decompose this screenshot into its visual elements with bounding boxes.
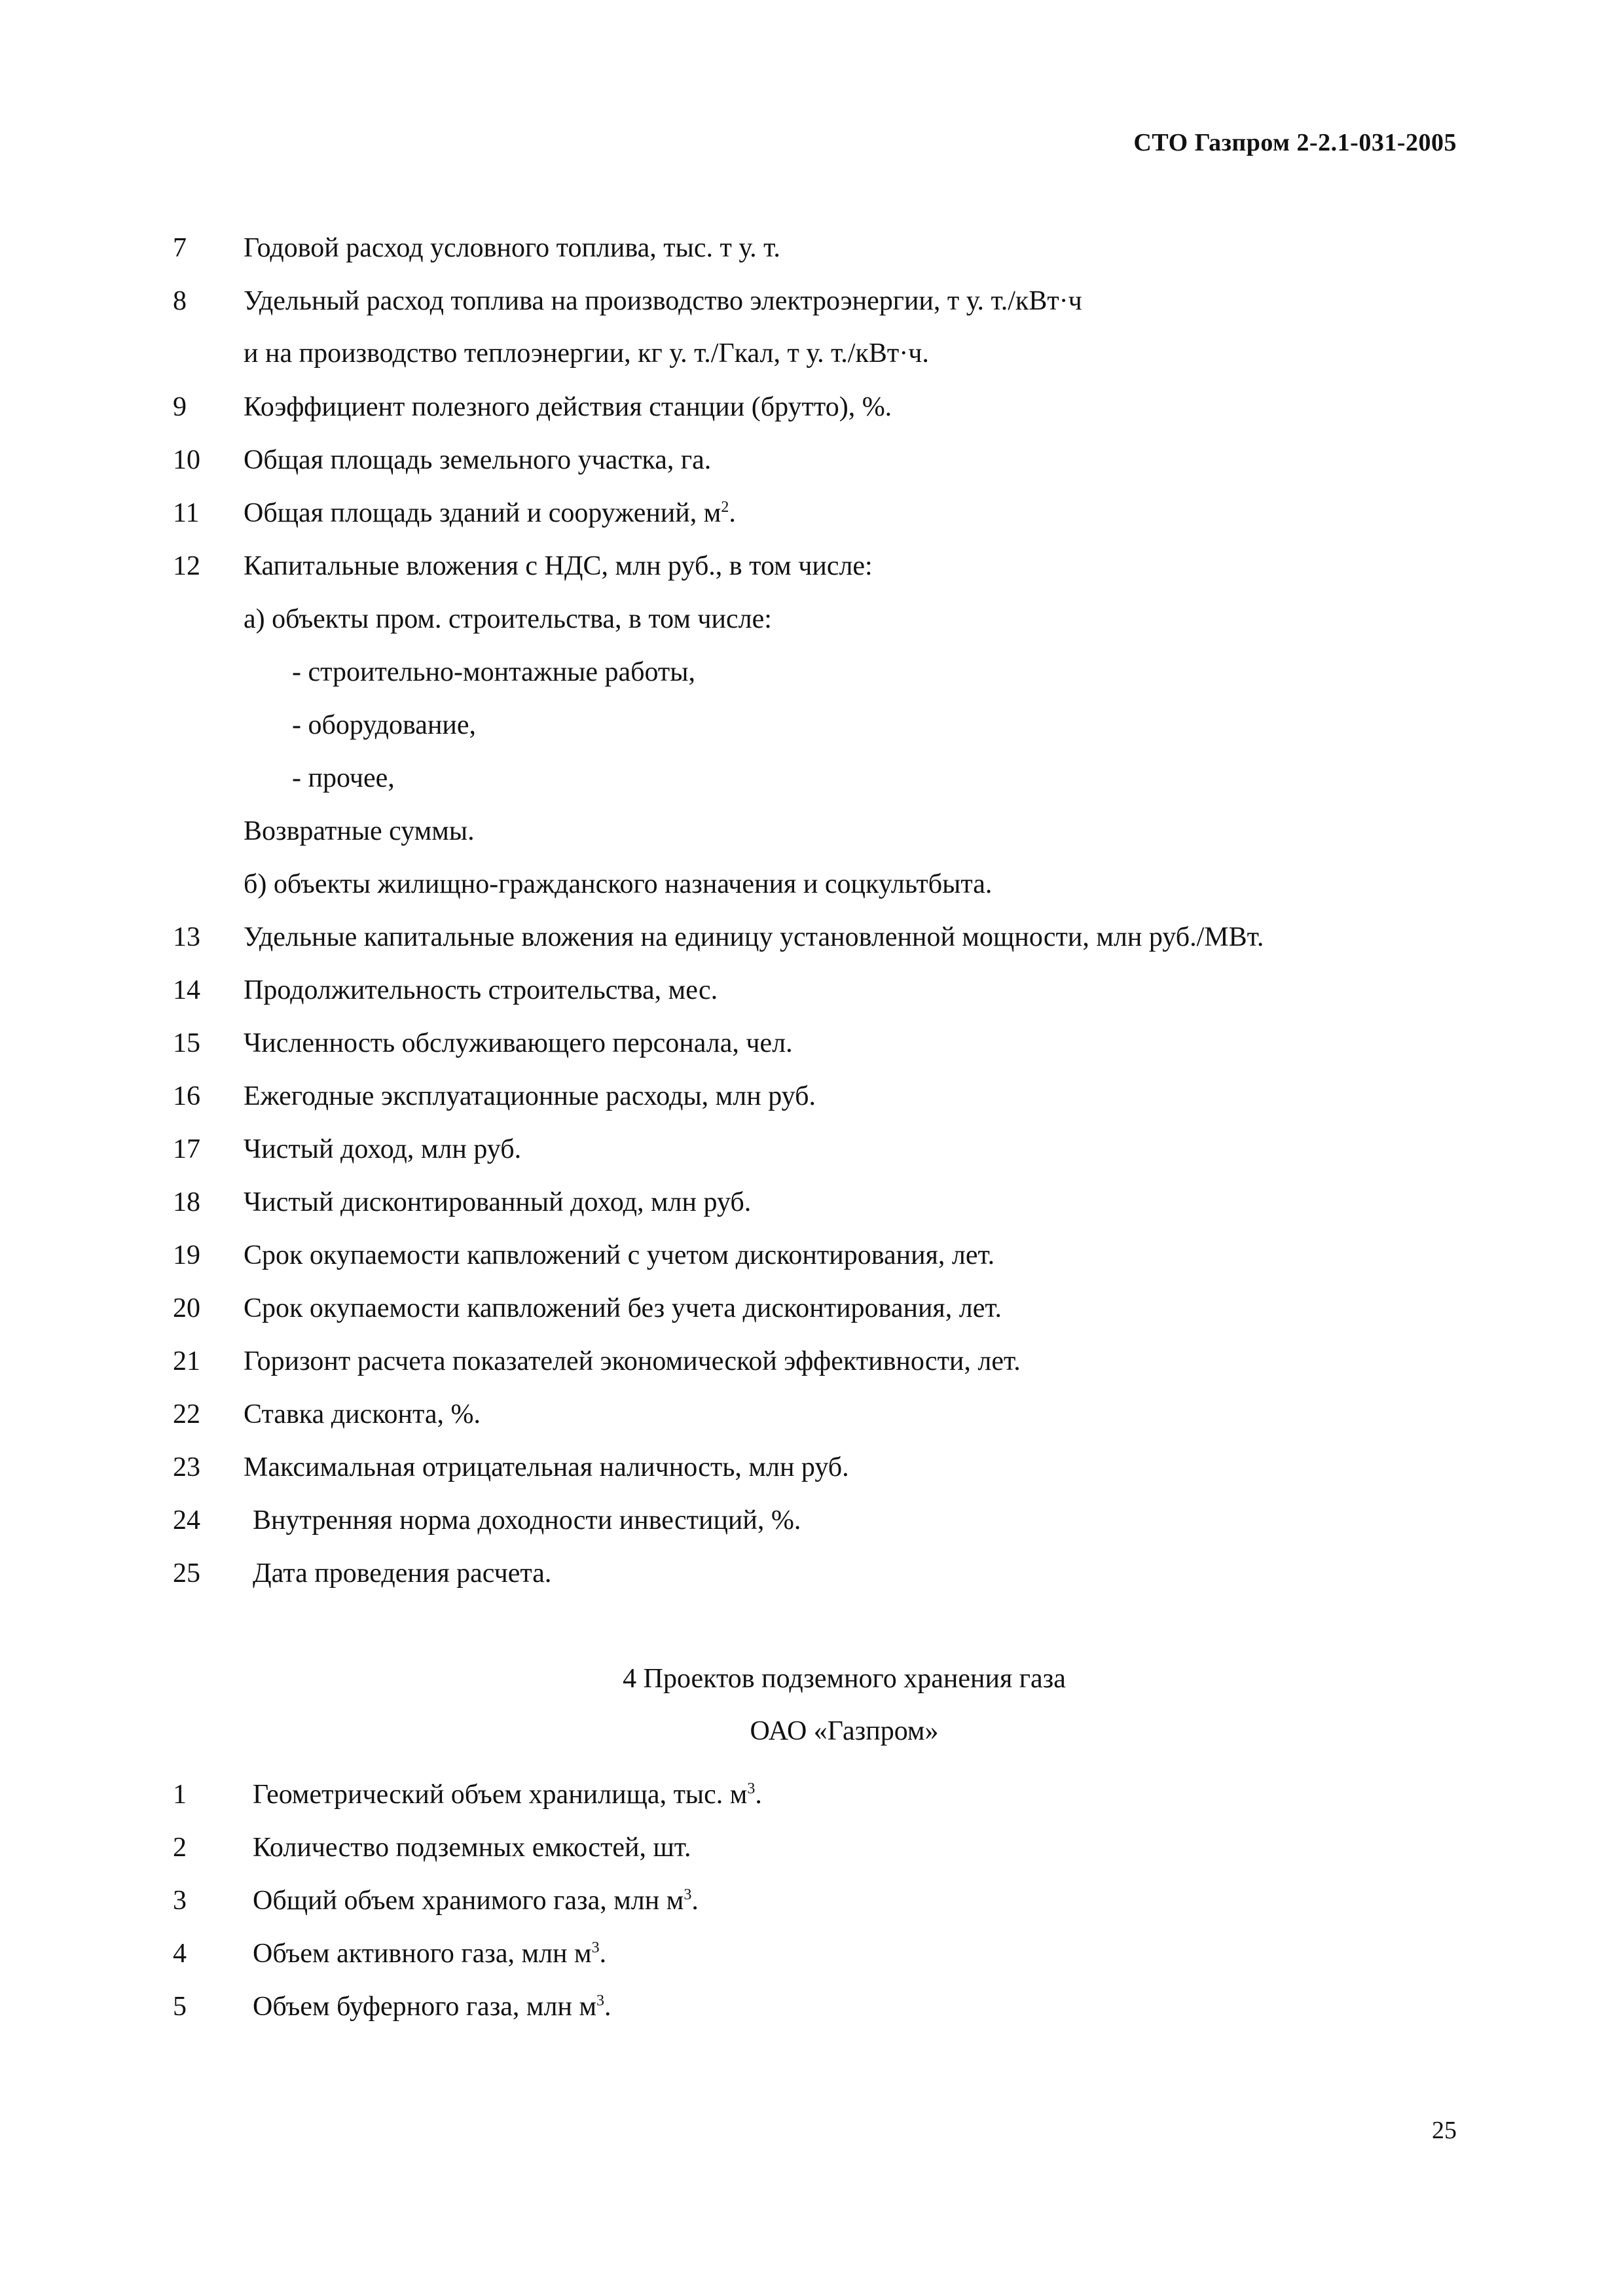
item-text: и на производство теплоэнергии, кг у. т./Гкал, т у. т./кВт·ч. [244, 338, 929, 368]
item-text: Капитальные вложения с НДС, млн руб., в том числе: [244, 551, 873, 581]
item-text: Численность обслуживающего персонала, чел. [244, 1028, 793, 1058]
superscript: 3 [591, 1939, 600, 1956]
item-number: 21 [173, 1346, 200, 1376]
superscript: 3 [596, 1992, 605, 2009]
page-number: 25 [1432, 2117, 1457, 2144]
item-number: 2 [173, 1833, 187, 1863]
item-text: Ежегодные эксплуатационные расходы, млн руб. [244, 1081, 816, 1111]
item-text-main: Объем активного газа, млн м [253, 1939, 592, 1969]
page-header: СТО Газпром 2-2.1-031-2005 [1133, 129, 1457, 156]
item-number: 15 [173, 1028, 200, 1058]
item-text: Общая площадь земельного участка, га. [244, 445, 712, 475]
item-text [253, 1987, 611, 2026]
item-text: б) объекты жилищно-гражданского назначения и соцкультбыта. [244, 869, 993, 899]
item-text: Внутренняя норма доходности инвестиций, %. [253, 1505, 801, 1535]
item-text: Удельные капитальные вложения на единицу установленной мощности, млн руб./МВт. [244, 922, 1264, 952]
item-number: 9 [173, 392, 187, 422]
item-text: Максимальная отрицательная наличность, млн руб. [244, 1452, 849, 1482]
item-number: 22 [173, 1399, 200, 1429]
item-text: Ставка дисконта, %. [244, 1399, 481, 1429]
item-text-main: Объем буферного газа, млн м [253, 1992, 597, 2022]
item-text: Возвратные суммы. [244, 816, 475, 846]
item-text-tail: . [691, 1886, 699, 1916]
item-text: - строительно-монтажные работы, [292, 657, 695, 687]
item-text: Годовой расход условного топлива, тыс. т у. т. [244, 233, 780, 263]
item-text-main: Общая площадь зданий и сооружений, м [244, 498, 721, 528]
item-text-tail: . [604, 1992, 611, 2022]
item-text-tail: . [599, 1939, 607, 1969]
item-number: 23 [173, 1452, 200, 1482]
item-text: Количество подземных емкостей, шт. [253, 1833, 691, 1863]
item-text [244, 493, 736, 533]
item-number: 17 [173, 1134, 200, 1164]
item-text-main: Общий объем хранимого газа, млн м [253, 1886, 684, 1916]
section-title: 4 Проектов подземного хранения газа [623, 1664, 1066, 1694]
item-number: 11 [173, 498, 200, 528]
item-text: Чистый доход, млн руб. [244, 1134, 522, 1164]
item-text [253, 1881, 699, 1920]
item-text: Срок окупаемости капвложений без учета дисконтирования, лет. [244, 1293, 1002, 1323]
section-subtitle: ОАО «Газпром» [750, 1716, 939, 1746]
item-text [253, 1934, 606, 1973]
item-number: 8 [173, 286, 187, 316]
superscript: 3 [747, 1780, 756, 1797]
item-number: 5 [173, 1992, 187, 2022]
item-number: 24 [173, 1505, 200, 1535]
item-number: 13 [173, 922, 200, 952]
item-number: 7 [173, 233, 187, 263]
item-text [253, 1775, 762, 1814]
item-number: 10 [173, 445, 200, 475]
item-number: 16 [173, 1081, 200, 1111]
item-text-tail: . [755, 1780, 762, 1810]
item-number: 20 [173, 1293, 200, 1323]
item-number: 4 [173, 1939, 187, 1969]
item-text: а) объекты пром. строительства, в том числе: [244, 604, 772, 634]
item-number: 25 [173, 1558, 200, 1588]
item-number: 18 [173, 1187, 200, 1217]
item-number: 3 [173, 1886, 187, 1916]
item-text: Удельный расход топлива на производство электроэнергии, т у. т./кВт·ч [244, 286, 1082, 316]
item-text: - прочее, [292, 763, 395, 793]
item-number: 12 [173, 551, 200, 581]
item-number: 19 [173, 1240, 200, 1270]
item-number: 1 [173, 1780, 187, 1810]
item-text: Продолжительность строительства, мес. [244, 975, 718, 1005]
item-text-main: Геометрический объем хранилища, тыс. м [253, 1780, 748, 1810]
superscript: 2 [721, 499, 729, 516]
item-text: Горизонт расчета показателей экономической эффективности, лет. [244, 1346, 1021, 1376]
item-text: Чистый дисконтированный доход, млн руб. [244, 1187, 752, 1217]
item-text-tail: . [729, 498, 736, 528]
item-text: - оборудование, [292, 710, 477, 740]
item-text: Срок окупаемости капвложений с учетом дисконтирования, лет. [244, 1240, 995, 1270]
superscript: 3 [684, 1886, 692, 1903]
item-text: Коэффициент полезного действия станции (брутто), %. [244, 392, 892, 422]
item-text: Дата проведения расчета. [253, 1558, 552, 1588]
item-number: 14 [173, 975, 200, 1005]
